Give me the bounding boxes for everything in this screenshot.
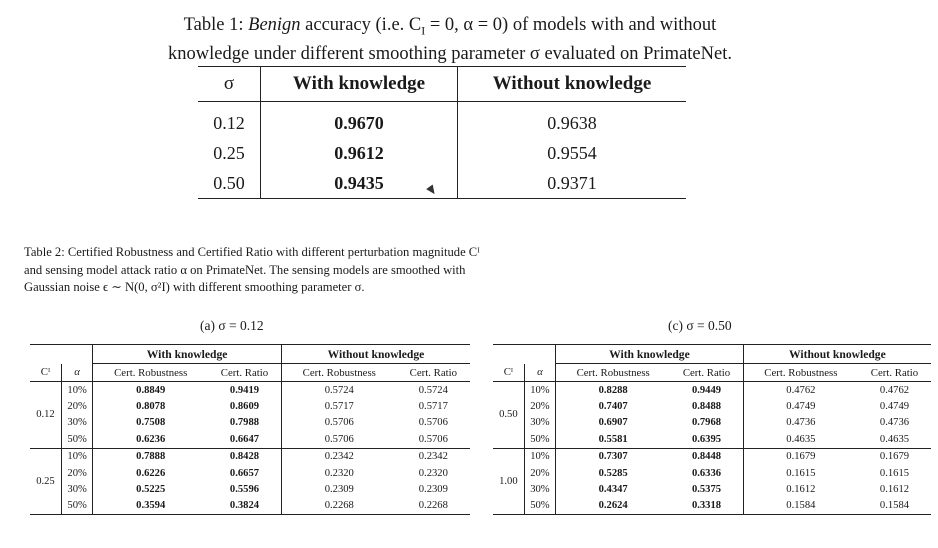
table1-header-with: With knowledge [261, 67, 458, 102]
cert-ratio-with-cell: 0.6647 [208, 431, 281, 448]
alpha-cell: 50% [61, 431, 92, 448]
cert-robustness-without-cell: 0.5724 [324, 384, 354, 396]
cert-robustness-without-cell: 0.5706 [324, 417, 354, 429]
column-header-row [30, 364, 470, 382]
cert-robustness-with-cell: 0.8078 [136, 401, 166, 413]
ci-cell: 0.12 [30, 382, 61, 449]
cert-ratio-with-cell: 0.8609 [208, 398, 281, 414]
cert-ratio-without-cell: 0.5717 [418, 401, 448, 413]
table1-caption-text-a: accuracy (i.e. C [300, 15, 422, 35]
cert-ratio-with-cell: 0.8428 [208, 448, 281, 465]
column-header: Cert. Robustness [93, 364, 208, 382]
column-header: Cert. Ratio [397, 364, 470, 382]
alpha-cell: 10% [61, 448, 92, 465]
alpha-cell: 20% [61, 398, 92, 414]
alpha-cell: 10% [61, 382, 92, 399]
cert-ratio-without-cell: 0.5724 [418, 384, 448, 396]
table1-caption-line2: knowledge under different smoothing parameter σ evaluated on PrimateNet. [168, 43, 732, 64]
column-header: Cert. Robustness [281, 364, 396, 382]
cert-ratio-without-cell: 0.4749 [879, 401, 910, 413]
cert-ratio-with-cell: 0.9449 [670, 382, 743, 399]
cert-ratio-with-cell: 0.8488 [670, 398, 743, 414]
cert-ratio-without-cell: 0.2268 [397, 498, 470, 515]
cert-ratio-without-cell: 0.2342 [418, 451, 448, 463]
cert-robustness-without-cell: 0.4749 [786, 401, 816, 413]
group-header-row [30, 345, 470, 364]
cert-robustness-with-cell: 0.8849 [136, 384, 166, 396]
cert-robustness-with-cell: 0.2624 [556, 498, 671, 515]
column-header: α [524, 364, 555, 382]
alpha-cell: 50% [524, 431, 555, 448]
cert-ratio-without-cell: 0.1612 [879, 484, 910, 496]
cert-robustness-with-cell: 0.6907 [598, 417, 628, 429]
table-row [30, 398, 470, 414]
cert-robustness-with-cell: 0.6236 [93, 431, 208, 448]
alpha-cell: 50% [61, 498, 92, 515]
table-row [493, 448, 931, 465]
alpha-cell: 20% [524, 465, 555, 481]
cert-robustness-without-cell: 0.1584 [743, 498, 858, 515]
cert-ratio-without-cell: 0.4762 [879, 384, 910, 396]
table1 [198, 66, 686, 199]
column-header-row [493, 364, 931, 382]
alpha-cell: 50% [524, 498, 555, 515]
cert-ratio-without-cell: 0.1615 [879, 467, 910, 479]
table1-header-sigma: σ [198, 67, 261, 102]
table1-header-without: Without knowledge [492, 73, 652, 94]
table-row [493, 431, 931, 448]
sigma-cell: 0.12 [198, 102, 261, 139]
table1-caption-text-b: = 0, α = 0) of models with and without [425, 15, 717, 35]
group-header-row [493, 345, 931, 364]
table1-caption [120, 14, 780, 66]
cert-robustness-without-cell: 0.2320 [324, 467, 354, 479]
header-blank [493, 345, 556, 364]
column-header: Cert. Ratio [858, 364, 931, 382]
cert-ratio-with-cell: 0.6336 [670, 465, 743, 481]
group-header-without: Without knowledge [281, 345, 470, 364]
table-row [30, 481, 470, 497]
cert-robustness-with-cell: 0.6226 [136, 467, 166, 479]
cert-ratio-without-cell: 0.2309 [418, 484, 448, 496]
table-row [493, 398, 931, 414]
cert-ratio-with-cell: 0.6395 [670, 431, 743, 448]
alpha-cell: 30% [524, 481, 555, 497]
cert-ratio-without-cell: 0.1679 [879, 451, 910, 463]
cert-robustness-without-cell: 0.1612 [786, 484, 816, 496]
subtable-c-caption: (c) σ = 0.50 [668, 318, 732, 333]
cert-robustness-with-cell: 0.7888 [136, 451, 166, 463]
without-knowledge-cell: 0.9638 [547, 112, 597, 133]
column-header: Cert. Robustness [743, 364, 858, 382]
cert-robustness-with-cell: 0.5581 [556, 431, 671, 448]
column-header: Cᴵ [30, 364, 61, 382]
cert-ratio-without-cell: 0.4635 [858, 431, 931, 448]
cert-ratio-with-cell: 0.3824 [208, 498, 281, 515]
cert-ratio-with-cell: 0.5375 [670, 481, 743, 497]
column-header: α [61, 364, 92, 382]
cert-ratio-with-cell: 0.7968 [670, 415, 743, 431]
table-row [198, 168, 686, 199]
column-header: Cert. Ratio [208, 364, 281, 382]
table-row [30, 448, 470, 465]
table-row [493, 481, 931, 497]
with-knowledge-cell: 0.9435 [261, 168, 458, 199]
cert-robustness-with-cell: 0.5285 [598, 467, 628, 479]
column-header: Cᴵ [493, 364, 524, 382]
subtable-c [493, 344, 931, 515]
cert-ratio-with-cell: 0.7988 [208, 415, 281, 431]
cert-robustness-with-cell: 0.8288 [598, 384, 628, 396]
alpha-cell: 30% [61, 481, 92, 497]
cert-robustness-without-cell: 0.5717 [324, 401, 354, 413]
group-header-without: Without knowledge [743, 345, 931, 364]
alpha-cell: 20% [61, 465, 92, 481]
cert-robustness-with-cell: 0.7407 [598, 401, 628, 413]
group-header-with: With knowledge [93, 345, 282, 364]
cert-robustness-with-cell: 0.3594 [93, 498, 208, 515]
cert-robustness-without-cell: 0.2342 [324, 451, 354, 463]
table-row [198, 138, 686, 168]
ci-cell: 0.50 [493, 382, 524, 449]
cert-robustness-without-cell: 0.1615 [786, 467, 816, 479]
cert-ratio-with-cell: 0.8448 [670, 448, 743, 465]
subtable-a-caption: (a) σ = 0.12 [200, 318, 264, 333]
table-row [30, 382, 470, 399]
subtable-a [30, 344, 470, 515]
with-knowledge-cell: 0.9670 [261, 102, 458, 139]
alpha-cell: 20% [524, 398, 555, 414]
sigma-cell: 0.25 [198, 138, 261, 168]
cert-ratio-without-cell: 0.5706 [418, 417, 448, 429]
table1-caption-italic: Benign [248, 15, 301, 35]
cert-robustness-with-cell: 0.4347 [598, 484, 628, 496]
cert-robustness-with-cell: 0.7508 [136, 417, 166, 429]
table-row [493, 465, 931, 481]
header-blank [30, 345, 93, 364]
subtable-a-body [30, 345, 470, 515]
cert-robustness-without-cell: 0.2309 [324, 484, 354, 496]
cert-robustness-with-cell: 0.5225 [136, 484, 166, 496]
cert-ratio-with-cell: 0.5596 [208, 481, 281, 497]
table1-caption-label: Table 1: [183, 15, 244, 35]
table-row [493, 382, 931, 399]
cert-ratio-without-cell: 0.2320 [418, 467, 448, 479]
cert-robustness-without-cell: 0.2268 [281, 498, 396, 515]
with-knowledge-cell: 0.9612 [261, 138, 458, 168]
without-knowledge-cell: 0.9554 [547, 142, 597, 163]
ci-cell: 0.25 [30, 448, 61, 515]
table-row [30, 465, 470, 481]
cert-robustness-without-cell: 0.4635 [743, 431, 858, 448]
without-knowledge-cell: 0.9371 [547, 172, 597, 193]
table-row [493, 415, 931, 431]
table2-caption: Table 2: Certified Robustness and Certified Ratio with different perturbation magnitude Cᴵ and sensing model attack ratio α on PrimateNet. The sensing models are smoothed with Gaussian noise ϵ ∼ N(0, σ²I) with different smoothing parameter σ. [24, 245, 480, 294]
column-header: Cert. Robustness [556, 364, 671, 382]
cert-robustness-without-cell: 0.5706 [281, 431, 396, 448]
cert-ratio-without-cell: 0.4736 [879, 417, 910, 429]
cert-robustness-with-cell: 0.7307 [598, 451, 628, 463]
column-header: Cert. Ratio [670, 364, 743, 382]
cert-ratio-with-cell: 0.9419 [208, 382, 281, 399]
table-row [493, 498, 931, 515]
cert-ratio-without-cell: 0.5706 [397, 431, 470, 448]
cert-robustness-without-cell: 0.4736 [786, 417, 816, 429]
alpha-cell: 10% [524, 382, 555, 399]
table-row [30, 498, 470, 515]
alpha-cell: 10% [524, 448, 555, 465]
cert-ratio-with-cell: 0.6657 [208, 465, 281, 481]
table-row [198, 102, 686, 139]
table-row [30, 415, 470, 431]
ci-cell: 1.00 [493, 448, 524, 515]
cert-ratio-with-cell: 0.3318 [670, 498, 743, 515]
alpha-cell: 30% [524, 415, 555, 431]
table-row [30, 431, 470, 448]
cert-robustness-without-cell: 0.4762 [786, 384, 816, 396]
sigma-cell: 0.50 [198, 168, 261, 199]
alpha-cell: 30% [61, 415, 92, 431]
group-header-with: With knowledge [556, 345, 744, 364]
table1-caption-sub: I [421, 23, 426, 38]
cert-robustness-without-cell: 0.1679 [786, 451, 816, 463]
subtable-c-body [493, 345, 931, 515]
cert-ratio-without-cell: 0.1584 [858, 498, 931, 515]
table1-header-row [198, 67, 686, 102]
